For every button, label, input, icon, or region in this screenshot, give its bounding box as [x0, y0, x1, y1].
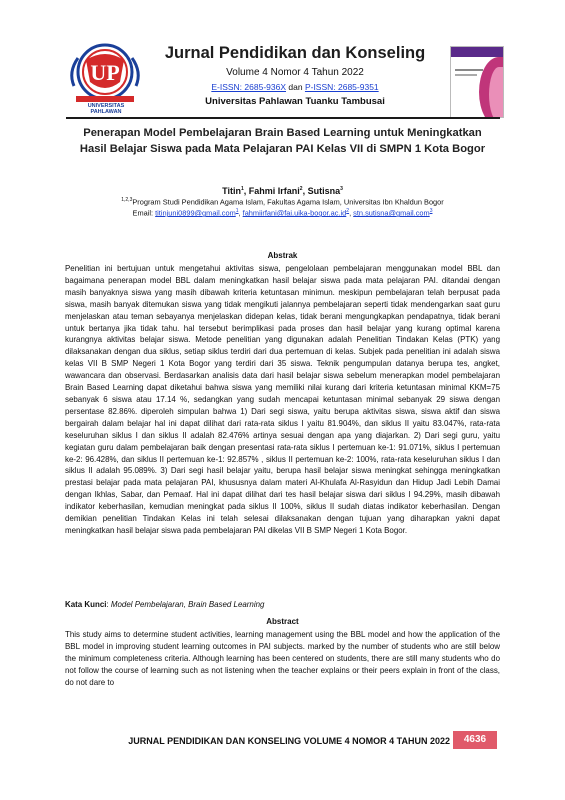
email-separator: , [238, 208, 243, 218]
issn-joiner: dan [288, 82, 303, 92]
keywords-value: Model Pembelajaran, Brain Based Learning [110, 600, 265, 609]
journal-cover-thumbnail [450, 46, 504, 118]
pissn-link[interactable]: P-ISSN: 2685-9351 [304, 82, 379, 92]
email-separator: , [349, 208, 354, 218]
author-name: Sutisna [307, 186, 341, 196]
email-sup: 2 [346, 208, 350, 214]
author-list [70, 186, 495, 196]
author-sup: 3 [340, 186, 343, 192]
author-separator: , [243, 186, 249, 196]
svg-text:UP: UP [90, 60, 120, 85]
footer-journal-line: JURNAL PENDIDIKAN DAN KONSELING VOLUME 4 NOMOR 4 TAHUN 2022 [128, 736, 450, 746]
issn-line [150, 82, 440, 92]
abstract-heading: Abstract [266, 617, 299, 626]
abstract-body: This study aims to determine student activities, learning management using the BBL model and how the application of the BBL model in improving student learning outcomes in PAI subjects. marked by the number of students who are still below the minimum completeness criteria. Although learning has been centered on students, there are still many students who do not follow the course of learning such as not listening when the teacher explains or their peers explain in front of the class, do not dare to [65, 630, 500, 687]
email-link[interactable]: titinjuni0899@gmail.com [155, 208, 236, 218]
page-number-badge: 4636 [453, 731, 497, 749]
author-name: Titin [222, 186, 241, 196]
abstrak-body: Penelitian ini bertujuan untuk mengetahui aktivitas siswa, pengelolaan pembelajaran menggunakan model BBL dan bagaimana penerapan model BBL dalam meningkatkan hasil belajar siswa pada mata pelajaran PAI. ditandai dengan masih banyaknya siswa yang masih dibawah kriteria ketuntasan minimun. meskipun pembelajaran telah berpusat pada siswa, masih banyak ditemukan siswa yang tidak mengikuti jalannya pembelajaran seperti tidak mendengarkan saat guru menjelaskan atau teman sebayanya menjelaskan didepan kelas, tidak berani mengungkapkan pendapatnya, tidak berani untuk bertanya jika tidak tahu. hal tersebut berimplikasi pada proses dan hasil belajar yang kurang optimal karena kurangnya aktivitas belajar siswa. Metode penelitian yang digunakan adalah Penelitian Tindakan Kelas (PTK) yang dilaksanakan dengan dua siklus, setiap siklus terdiri dari dua pertemuan di kelas. Subjek pada penelitian ini adalah siswa kelas VII B SMP Negeri 1 Kota Bogor yang terdiri dari 35 siswa. Teknik pengumpulan datanya berupa tes, angket, wawancara dan observasi. Berdasarkan analisis data dari hasil belajar siswa sebelum menerapkan model pembelajaran Brain Based Learning dapat diketahui bahwa siswa yang memiliki nilai kurang dari kriteria ketuntasan minimal KKM=75 sebanyak 6 siswa atau 17.14 %, sedangkan yang sudah mencapai ketuntasan minimal sebanyak 29 siswa dengan persentase 82.86%. diperoleh simpulan bahwa 1) Dari segi siswa, yaitu berupa aktivitas siswa, siswa aktif dan siswa bergairah dalam belajar hal ini dapat dilihat dari rata-rata siklus I yaitu 81.904%, dan siklus II yaitu 83.047%, rata-rata keseluruhan siklus I dan siklus II adalah 82.476% artinya sesuai dengan apa yang diajarkan. 2) Dari segi guru, yaitu kegiatan guru dalam pembelajaran baik dengan presentasi rata-rata siklus I pertemuan ke-1: 91.071%, siklus I pertemuan ke-2: 96.428%, dan siklus II pertemuan ke-1: 92.857% , siklus II pertemuan ke-2: 100%, rata-rata keseluruhan siklus I dan siklus II adalah 95.089%. 3) Dari segi hasil belajar yaitu, berupa hasil belajar siswa meningkat sehingga meningkatkan prestasi belajar pada mata pelajaran PAI, khususnya dalam materi Al-Khulafa Al-Rasyidun dan Hidup Jadi Lebih Damai dengan Ikhlas, Sabar, dan Pemaaf. Hal ini dapat dilihat dari tes hasil belajar siswa dari siklus I 94.29%, masih dibawah indikator keberhasilan, kemudian meningkat pada siklus II 100%, siklus II sudah diatas indikator keberhasilan. Dengan demikian penelitian Tindakan Kelas ini telah selesai dilaksanakan dengan tujuan yang diharapkan yakni dapat meningkatkan hasil belajar siswa pada pembelajaran PAI dikelas VII B SMP Negeri 1 Kota Bogor. [65, 264, 500, 535]
university-name: Universitas Pahlawan Tuanku Tambusai [205, 96, 385, 107]
author-sup: 2 [299, 186, 303, 192]
eissn-link[interactable]: E-ISSN: 2685-936X [211, 82, 286, 92]
email-link[interactable]: stn.sutisna@gmail.com [353, 208, 430, 218]
email-line [70, 208, 495, 217]
journal-header [0, 0, 565, 118]
journal-title: Jurnal Pendidikan dan Konseling [164, 44, 426, 62]
email-label: Email: [132, 208, 156, 218]
email-link[interactable]: fahmiirfani@fai.uika-bogor.ac.id [242, 208, 347, 218]
article-title: Penerapan Model Pembelajaran Brain Based Learning untuk Meningkatkan Hasil Belajar Siswa pada Mata Pelajaran PAI Kelas VII di SMPN 1 Kota Bogor [79, 127, 486, 155]
affiliation [70, 197, 495, 206]
email-sup: 1 [235, 208, 239, 214]
header-divider [66, 117, 500, 119]
keywords-label: Kata Kunci [65, 600, 107, 609]
author-separator: , [302, 186, 308, 196]
author-name: Fahmi Irfani [248, 186, 300, 196]
volume-line: Volume 4 Nomor 4 Tahun 2022 [226, 67, 364, 78]
affiliation-text: Program Studi Pendidikan Agama Islam, Fakultas Agama Islam, Universitas Ibn Khaldun Bogor [132, 197, 444, 207]
author-sup: 1 [240, 186, 244, 192]
abstrak-heading: Abstrak [267, 251, 298, 260]
logo-caption: UNIVERSITAS PAHLAWAN [87, 103, 125, 115]
affiliation-sup: 1,2,3 [121, 197, 133, 203]
keywords: Kata Kunci: Model Pembelajaran, Brain Based Learning [65, 600, 265, 609]
email-sup: 3 [429, 208, 433, 214]
